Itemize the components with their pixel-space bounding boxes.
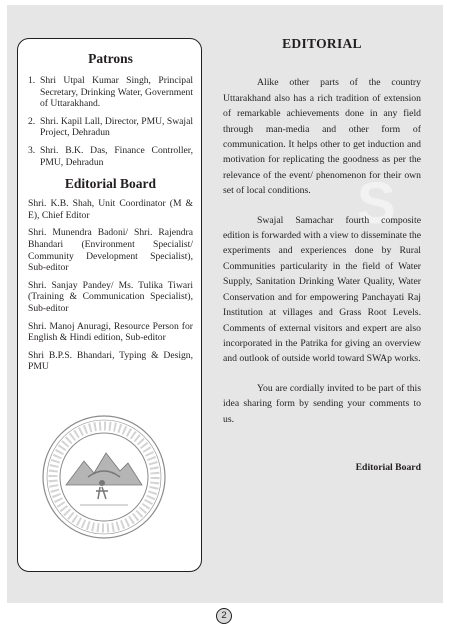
patron-text: Shri Utpal Kumar Singh, Principal Secretary, Drinking Water, Government of Uttarakhand. [40, 75, 193, 110]
patron-number: 2. [28, 115, 36, 127]
patron-item [28, 116, 193, 139]
board-entry: Shri. Munendra Badoni/ Shri. Rajendra Bhandari (Environment Specialist/ Community Development Specialist), Sub-editor [28, 227, 193, 274]
patron-number: 1. [28, 75, 36, 86]
patrons-heading: Patrons [88, 51, 133, 66]
patron-text: Shri. B.K. Das, Finance Controller, PMU, Dehradun [40, 144, 193, 168]
patron-number: 3. [28, 144, 36, 156]
patron-text: Shri. Kapil Lall, Director, PMU, Swajal Project, Dehradun [40, 115, 193, 139]
page-number: 2 [216, 608, 232, 624]
editorial-paragraph: Swajal Samachar fourth composite edition is forwarded with a view to disseminate the experiments and experiences done by Rural Communities particularity in the field of Water Supply, Sanitation Drinking Water Quality, Water Conservation and for empowering Panchayati Raj Institution at villages and Grass Root Levels. Comments of external visitors and expert are also incorporated in the Patrika for giving an overview and outlook of outside world toward SWAp works. [223, 214, 422, 365]
editorial-signature: Editorial Board [355, 462, 421, 473]
board-entry: Shri. Manoj Anuragi, Resource Person for English & Hindi edition, Sub-editor [28, 320, 193, 344]
board-entry: Shri. K.B. Shah, Unit Coordinator (M & E), Chief Editor [28, 198, 193, 221]
board-entry: Shri B.P.S. Bhandari, Typing & Design, PMU [28, 349, 193, 373]
swajal-emblem-icon [40, 413, 168, 541]
board-entry: Shri. Sanjay Pandey/ Ms. Tulika Tiwari (Training & Communication Specialist), Sub-editor [28, 279, 193, 314]
patron-item [28, 145, 193, 168]
patron-item [28, 75, 193, 110]
patrons-list [28, 75, 193, 168]
editorial-board-heading: Editorial Board [64, 176, 157, 192]
editorial-paragraph: Alike other parts of the country Uttarakhand also has a rich tradition of extension of remarkable achievements done in any field through man-media and other form of communication. It helps other to get induction and motivation for replicating the goodness as per the relevance of the event/ phenomenon for their own set of local conditions. [223, 77, 421, 197]
patrons-sidebar [17, 38, 202, 572]
editorial-paragraph: You are cordially invited to be part of this idea sharing form by sending your comments to us. [223, 382, 421, 425]
watermark: S [357, 171, 396, 236]
editorial-heading: EDITORIAL [282, 36, 362, 51]
editorial-article [223, 36, 421, 441]
